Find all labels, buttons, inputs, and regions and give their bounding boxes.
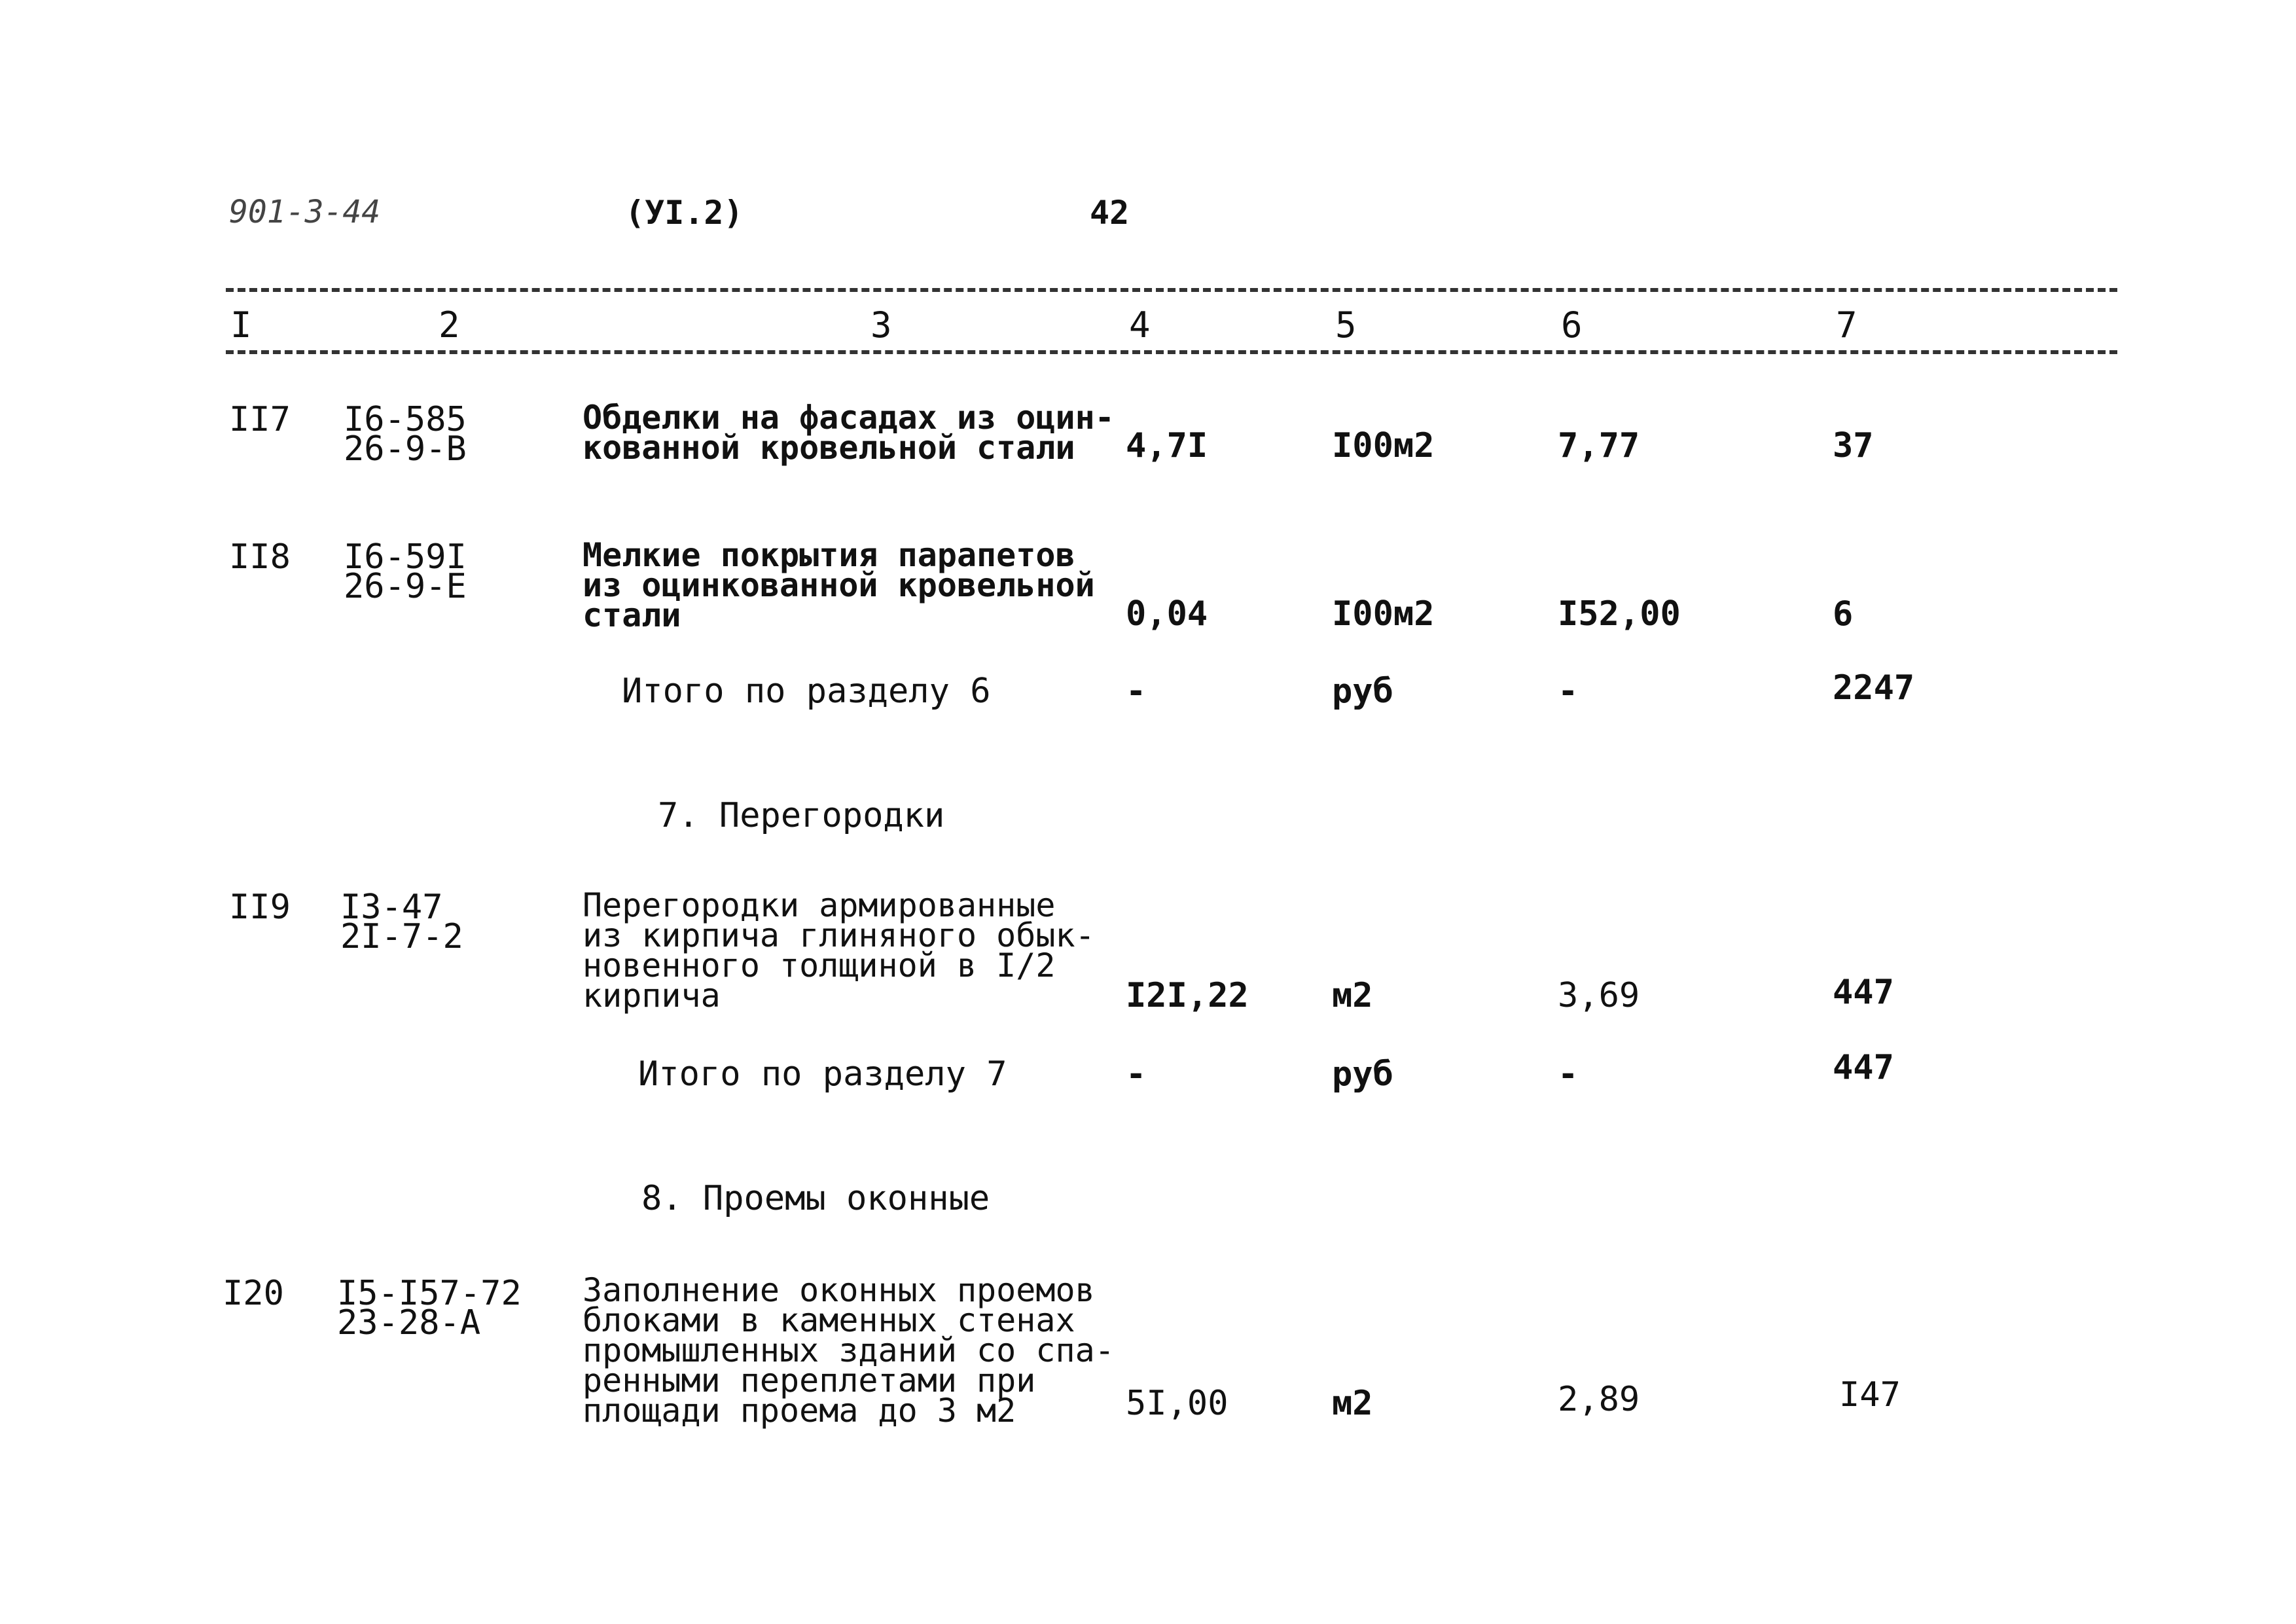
section-total-amount: 447: [1833, 1048, 1894, 1087]
row-description-line: блоками в каменных стенах: [583, 1301, 1075, 1339]
row-unit: м2: [1332, 976, 1373, 1015]
row-unit-price: 7,77: [1558, 426, 1640, 465]
row-code: I5-I57-72: [337, 1274, 522, 1313]
page-number: 42: [1090, 194, 1130, 232]
row-number: II9: [229, 888, 291, 927]
document-code: 901-3-44: [229, 194, 381, 230]
section-reference: (УI.2): [625, 194, 744, 232]
row-description-line: новенного толщиной в I/2: [583, 947, 1056, 984]
column-number-2: 2: [439, 304, 460, 346]
section-total-label: Итого по разделу 7: [638, 1055, 1007, 1094]
section-total-label: Итого по разделу 6: [622, 672, 991, 711]
row-unit-price: I52,00: [1558, 594, 1681, 634]
row-description-line: площади проема до 3 м2: [583, 1392, 1016, 1430]
row-description-line: Перегородки армированные: [583, 886, 1056, 924]
row-code: I6-585: [344, 400, 467, 439]
row-description-line: Обделки на фасадах из оцин-: [583, 399, 1115, 437]
section-total-quantity: -: [1126, 672, 1147, 711]
column-number-5: 5: [1335, 304, 1357, 346]
row-number: II7: [229, 400, 291, 439]
row-number: I20: [223, 1274, 284, 1313]
row-total: 447: [1833, 973, 1894, 1012]
row-description-line: из оцинкованной кровельной: [583, 566, 1095, 604]
row-quantity: I2I,22: [1126, 976, 1249, 1015]
section-heading: 7. Перегородки: [658, 796, 945, 835]
header-rule-bottom: [226, 350, 2117, 354]
row-description-line: промышленных зданий со спа-: [583, 1331, 1115, 1369]
header-rule-top: [226, 288, 2117, 292]
row-code: I6-59I: [344, 537, 467, 577]
row-description-line: Мелкие покрытия парапетов: [583, 536, 1075, 574]
column-number-3: 3: [870, 304, 892, 346]
row-code: 26-9-В: [344, 429, 467, 469]
row-code: 26-9-Е: [344, 567, 467, 606]
row-quantity: 4,7I: [1126, 426, 1208, 465]
row-code: I3-47: [340, 888, 443, 927]
section-total-unit: руб: [1332, 1055, 1393, 1094]
row-total: I47: [1839, 1375, 1901, 1415]
section-total-unit-price: -: [1558, 1055, 1579, 1094]
row-total: 37: [1833, 426, 1874, 465]
section-total-amount: 2247: [1833, 668, 1915, 708]
column-number-1: I: [230, 304, 252, 346]
row-total: 6: [1833, 594, 1854, 634]
row-unit-price: 3,69: [1558, 976, 1640, 1015]
section-total-unit-price: -: [1558, 672, 1579, 711]
row-code: 2I-7-2: [340, 917, 463, 956]
column-number-7: 7: [1836, 304, 1857, 346]
row-description-line: Заполнение оконных проемов: [583, 1271, 1095, 1309]
row-description-line: из кирпича глиняного обык-: [583, 916, 1095, 954]
section-heading: 8. Проемы оконные: [641, 1179, 990, 1218]
row-unit-price: 2,89: [1558, 1380, 1640, 1419]
row-code: 23-28-А: [337, 1303, 481, 1343]
row-quantity: 5I,00: [1126, 1384, 1229, 1423]
row-description-line: кованной кровельной стали: [583, 429, 1075, 467]
section-total-unit: руб: [1332, 672, 1393, 711]
row-unit: I00м2: [1332, 594, 1435, 634]
row-unit: I00м2: [1332, 426, 1435, 465]
row-description-line: ренными переплетами при: [583, 1362, 1036, 1399]
column-number-6: 6: [1561, 304, 1583, 346]
row-number: II8: [229, 537, 291, 577]
section-total-quantity: -: [1126, 1055, 1147, 1094]
row-description-line: стали: [583, 596, 681, 634]
column-number-4: 4: [1129, 304, 1151, 346]
row-quantity: 0,04: [1126, 594, 1208, 634]
row-unit: м2: [1332, 1384, 1373, 1423]
row-description-line: кирпича: [583, 977, 721, 1015]
